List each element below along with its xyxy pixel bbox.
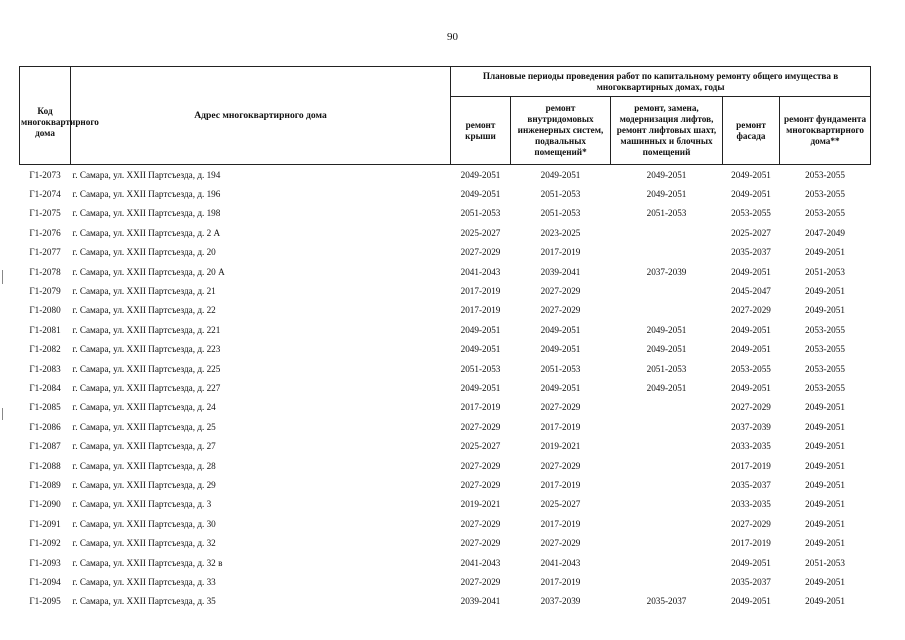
table-row [20,262,871,281]
roof-period: 2027-2029 [460,576,501,587]
table-row [20,359,871,378]
table-row [20,417,871,436]
house-code: Г1-2081 [29,324,61,335]
header-address: Адрес многоквартирного дома [71,67,451,165]
house-code: Г1-2086 [29,421,61,432]
house-address: г. Самара, ул. XXII Партсъезда, д. 20 А [72,266,225,277]
table-row [20,320,871,339]
lifts-period [611,223,723,242]
facade-period: 2049-2051 [731,266,771,277]
house-address: г. Самара, ул. XXII Партсъезда, д. 33 [72,576,216,587]
systems-period: 2017-2019 [540,479,581,490]
roof-period: 2025-2027 [460,227,501,238]
lifts-period: 2051-2053 [646,363,687,374]
lifts-period: 2051-2053 [646,208,687,219]
house-code: Г1-2077 [29,247,61,258]
lifts-period: 2049-2051 [646,189,687,200]
header-lifts: ремонт, замена, модернизация лифтов, ремонт лифтовых шахт, машинных и блочных помещений [611,97,723,165]
house-address: г. Самара, ул. XXII Партсъезда, д. 25 [72,421,216,432]
house-code: Г1-2080 [29,305,61,316]
house-address: г. Самара, ул. XXII Партсъезда, д. 196 [72,189,221,200]
facade-period: 2049-2051 [731,382,771,393]
systems-period: 2039-2041 [540,266,581,277]
facade-period: 2027-2029 [731,518,771,529]
systems-period: 2017-2019 [540,247,581,258]
lifts-period: 2037-2039 [646,266,687,277]
systems-period: 2027-2029 [540,460,581,471]
foundation-period: 2049-2051 [805,305,845,316]
foundation-period: 2049-2051 [805,247,845,258]
foundation-period: 2049-2051 [805,286,845,297]
scan-edge-mark [2,408,3,420]
systems-period: 2049-2051 [540,382,581,393]
foundation-period: 2049-2051 [805,518,845,529]
table-row [20,533,871,552]
lifts-period [611,417,723,436]
house-code: Г1-2074 [29,189,61,200]
house-code: Г1-2073 [20,165,71,185]
house-code: Г1-2084 [29,382,61,393]
roof-period: 2017-2019 [460,305,501,316]
foundation-period: 2051-2053 [805,557,845,568]
table-body [20,165,871,611]
house-address: г. Самара, ул. XXII Партсъезда, д. 32 [72,538,216,549]
foundation-period: 2049-2051 [805,538,845,549]
table-row [20,340,871,359]
roof-period: 2025-2027 [460,441,501,452]
lifts-period: 2049-2051 [646,382,687,393]
facade-period: 2035-2037 [731,576,771,587]
house-code: Г1-2088 [29,460,61,471]
systems-period: 2027-2029 [540,305,581,316]
lifts-period [611,436,723,455]
house-code: Г1-2093 [29,557,61,568]
house-code: Г1-2085 [29,402,61,413]
house-address: г. Самара, ул. XXII Партсъезда, д. 24 [72,402,216,413]
lifts-period [611,301,723,320]
page-number: 90 [447,31,458,43]
systems-period: 2049-2051 [540,344,581,355]
scan-edge-mark [2,270,3,284]
table-row [20,592,871,611]
foundation-period: 2049-2051 [805,596,845,607]
foundation-period: 2051-2053 [805,266,845,277]
systems-period: 2017-2019 [540,576,581,587]
roof-period: 2039-2041 [460,596,501,607]
foundation-period: 2049-2051 [805,479,845,490]
facade-period: 2053-2055 [731,208,771,219]
table-row [20,398,871,417]
roof-period: 2027-2029 [460,538,501,549]
foundation-period: 2049-2051 [805,460,845,471]
systems-period: 2051-2053 [540,363,581,374]
house-code: Г1-2087 [29,441,61,452]
house-code: Г1-2082 [29,344,61,355]
house-code: Г1-2083 [29,363,61,374]
roof-period: 2049-2051 [460,324,501,335]
house-address: г. Самара, ул. XXII Партсъезда, д. 194 [71,165,451,185]
house-address: г. Самара, ул. XXII Партсъезда, д. 20 [72,247,216,258]
house-address: г. Самара, ул. XXII Партсъезда, д. 227 [72,382,221,393]
header-foundation: ремонт фундамента многоквартирного дома** [780,97,871,165]
facade-period: 2037-2039 [731,421,771,432]
house-address: г. Самара, ул. XXII Партсъезда, д. 35 [72,596,216,607]
house-address: г. Самара, ул. XXII Партсъезда, д. 223 [72,344,221,355]
facade-period: 2049-2051 [723,165,780,185]
foundation-period: 2053-2055 [780,165,871,185]
lifts-period [611,495,723,514]
roof-period: 2049-2051 [460,344,501,355]
lifts-period [611,398,723,417]
lifts-period: 2049-2051 [646,344,687,355]
house-address: г. Самара, ул. XXII Партсъезда, д. 3 [72,499,212,510]
table-row [20,165,871,185]
roof-period: 2019-2021 [460,499,501,510]
systems-period: 2019-2021 [540,441,581,452]
house-address: г. Самара, ул. XXII Партсъезда, д. 30 [72,518,216,529]
roof-period: 2017-2019 [460,402,501,413]
header-roof: ремонт крыши [451,97,511,165]
lifts-period: 2049-2051 [611,165,723,185]
house-code: Г1-2094 [29,576,61,587]
foundation-period: 2053-2055 [805,363,845,374]
lifts-period [611,533,723,552]
facade-period: 2045-2047 [731,286,771,297]
house-address: г. Самара, ул. XXII Партсъезда, д. 29 [72,479,216,490]
house-code: Г1-2076 [29,227,61,238]
house-address: г. Самара, ул. XXII Партсъезда, д. 21 [72,286,216,297]
house-address: г. Самара, ул. XXII Партсъезда, д. 198 [72,208,221,219]
roof-period: 2027-2029 [460,247,501,258]
lifts-period [611,572,723,591]
foundation-period: 2053-2055 [805,189,845,200]
table-row [20,223,871,242]
lifts-period [611,281,723,300]
house-address: г. Самара, ул. XXII Партсъезда, д. 225 [72,363,221,374]
roof-period: 2049-2051 [451,165,511,185]
roof-period: 2041-2043 [460,557,501,568]
facade-period: 2049-2051 [731,344,771,355]
foundation-period: 2053-2055 [805,324,845,335]
systems-period: 2037-2039 [540,596,581,607]
foundation-period: 2049-2051 [805,402,845,413]
lifts-period [611,553,723,572]
foundation-period: 2053-2055 [805,208,845,219]
header-periods-group: Плановые периоды проведения работ по капитальному ремонту общего имущества в многоквартирных домах, годы [451,67,871,97]
facade-period: 2053-2055 [731,363,771,374]
systems-period: 2049-2051 [540,324,581,335]
table-row [20,436,871,455]
foundation-period: 2047-2049 [805,227,845,238]
house-code: Г1-2091 [29,518,61,529]
facade-period: 2025-2027 [731,227,771,238]
systems-period: 2017-2019 [540,421,581,432]
systems-period: 2027-2029 [540,286,581,297]
header-code: Код многоквартирного дома [20,67,71,165]
roof-period: 2051-2053 [460,208,501,219]
roof-period: 2049-2051 [460,382,501,393]
roof-period: 2041-2043 [460,266,501,277]
systems-period: 2051-2053 [540,208,581,219]
table-row [20,243,871,262]
header-systems: ремонт внутридомовых инженерных систем, подвальных помещений* [511,97,611,165]
systems-period: 2017-2019 [540,518,581,529]
header-facade: ремонт фасада [723,97,780,165]
systems-period: 2025-2027 [540,499,581,510]
repair-schedule-table [19,66,871,611]
foundation-period: 2049-2051 [805,499,845,510]
roof-period: 2027-2029 [460,460,501,471]
systems-period: 2051-2053 [540,189,581,200]
lifts-period [611,475,723,494]
foundation-period: 2053-2055 [805,344,845,355]
facade-period: 2033-2035 [731,499,771,510]
table-row [20,281,871,300]
house-address: г. Самара, ул. XXII Партсъезда, д. 221 [72,324,221,335]
house-address: г. Самара, ул. XXII Партсъезда, д. 22 [72,305,216,316]
systems-period: 2041-2043 [540,557,581,568]
foundation-period: 2049-2051 [805,576,845,587]
house-code: Г1-2092 [29,538,61,549]
roof-period: 2027-2029 [460,518,501,529]
facade-period: 2027-2029 [731,402,771,413]
systems-period: 2049-2051 [511,165,611,185]
house-code: Г1-2090 [29,499,61,510]
roof-period: 2027-2029 [460,421,501,432]
table-row [20,475,871,494]
lifts-period [611,514,723,533]
lifts-period: 2049-2051 [646,324,687,335]
lifts-period [611,456,723,475]
systems-period: 2027-2029 [540,402,581,413]
facade-period: 2033-2035 [731,441,771,452]
house-address: г. Самара, ул. XXII Партсъезда, д. 27 [72,441,216,452]
systems-period: 2023-2025 [540,227,581,238]
facade-period: 2049-2051 [731,324,771,335]
facade-period: 2049-2051 [731,596,771,607]
facade-period: 2017-2019 [731,538,771,549]
table-row [20,553,871,572]
table-row [20,572,871,591]
table-row [20,184,871,203]
table-row [20,495,871,514]
house-code: Г1-2075 [29,208,61,219]
lifts-period [611,243,723,262]
facade-period: 2035-2037 [731,479,771,490]
table-row [20,204,871,223]
house-code: Г1-2079 [29,286,61,297]
facade-period: 2017-2019 [731,460,771,471]
table-row [20,514,871,533]
lifts-period: 2035-2037 [646,596,687,607]
roof-period: 2049-2051 [460,189,501,200]
facade-period: 2049-2051 [731,557,771,568]
house-code: Г1-2078 [29,266,61,277]
facade-period: 2035-2037 [731,247,771,258]
house-address: г. Самара, ул. XXII Партсъезда, д. 2 А [72,227,221,238]
house-code: Г1-2095 [29,596,61,607]
table-row [20,456,871,475]
systems-period: 2027-2029 [540,538,581,549]
roof-period: 2017-2019 [460,286,501,297]
facade-period: 2027-2029 [731,305,771,316]
table-row [20,301,871,320]
house-code: Г1-2089 [29,479,61,490]
foundation-period: 2049-2051 [805,421,845,432]
house-address: г. Самара, ул. XXII Партсъезда, д. 28 [72,460,216,471]
table-row [20,378,871,397]
roof-period: 2027-2029 [460,479,501,490]
house-address: г. Самара, ул. XXII Партсъезда, д. 32 в [72,557,223,568]
foundation-period: 2049-2051 [805,441,845,452]
foundation-period: 2053-2055 [805,382,845,393]
roof-period: 2051-2053 [460,363,501,374]
facade-period: 2049-2051 [731,189,771,200]
